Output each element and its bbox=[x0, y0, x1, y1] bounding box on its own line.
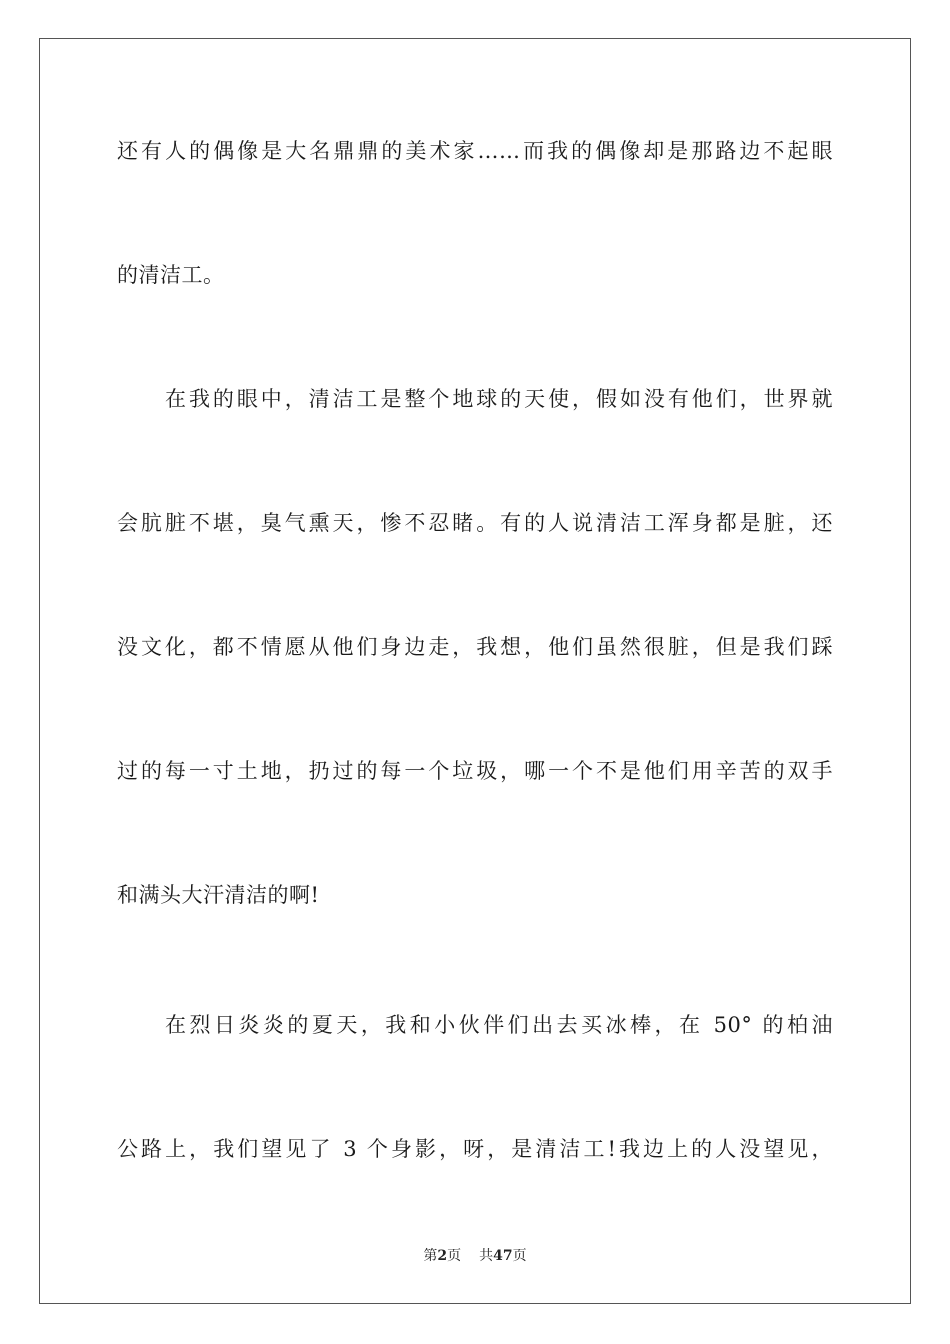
paragraph-line: 在烈日炎炎的夏天，我和小伙伴们出去买冰棒，在 50° 的柏油 bbox=[165, 1013, 833, 1037]
page-suffix: 页 bbox=[447, 1248, 462, 1264]
paragraph-line: 公路上，我们望见了 3 个身影，呀，是清洁工!我边上的人没望见， bbox=[117, 1137, 833, 1161]
total-suffix: 页 bbox=[512, 1248, 527, 1264]
page-footer bbox=[0, 1247, 950, 1265]
page-number: 2 bbox=[437, 1248, 448, 1264]
paragraph-line: 的清洁工。 bbox=[117, 263, 225, 287]
paragraph-line: 和满头大汗清洁的啊! bbox=[117, 883, 320, 907]
paragraph-line: 会肮脏不堪，臭气熏天，惨不忍睹。有的人说清洁工浑身都是脏，还 bbox=[117, 511, 833, 535]
paragraph-line: 过的每一寸土地，扔过的每一个垃圾，哪一个不是他们用辛苦的双手 bbox=[117, 759, 833, 783]
total-pages: 47 bbox=[493, 1248, 513, 1264]
total-prefix: 共 bbox=[479, 1248, 494, 1264]
page-border bbox=[39, 38, 911, 1304]
paragraph-line: 还有人的偶像是大名鼎鼎的美术家……而我的偶像却是那路边不起眼 bbox=[117, 139, 833, 163]
paragraph-line: 在我的眼中，清洁工是整个地球的天使，假如没有他们，世界就 bbox=[165, 387, 833, 411]
paragraph-line: 没文化，都不情愿从他们身边走，我想，他们虽然很脏，但是我们踩 bbox=[117, 635, 833, 659]
page-prefix: 第 bbox=[423, 1248, 438, 1264]
